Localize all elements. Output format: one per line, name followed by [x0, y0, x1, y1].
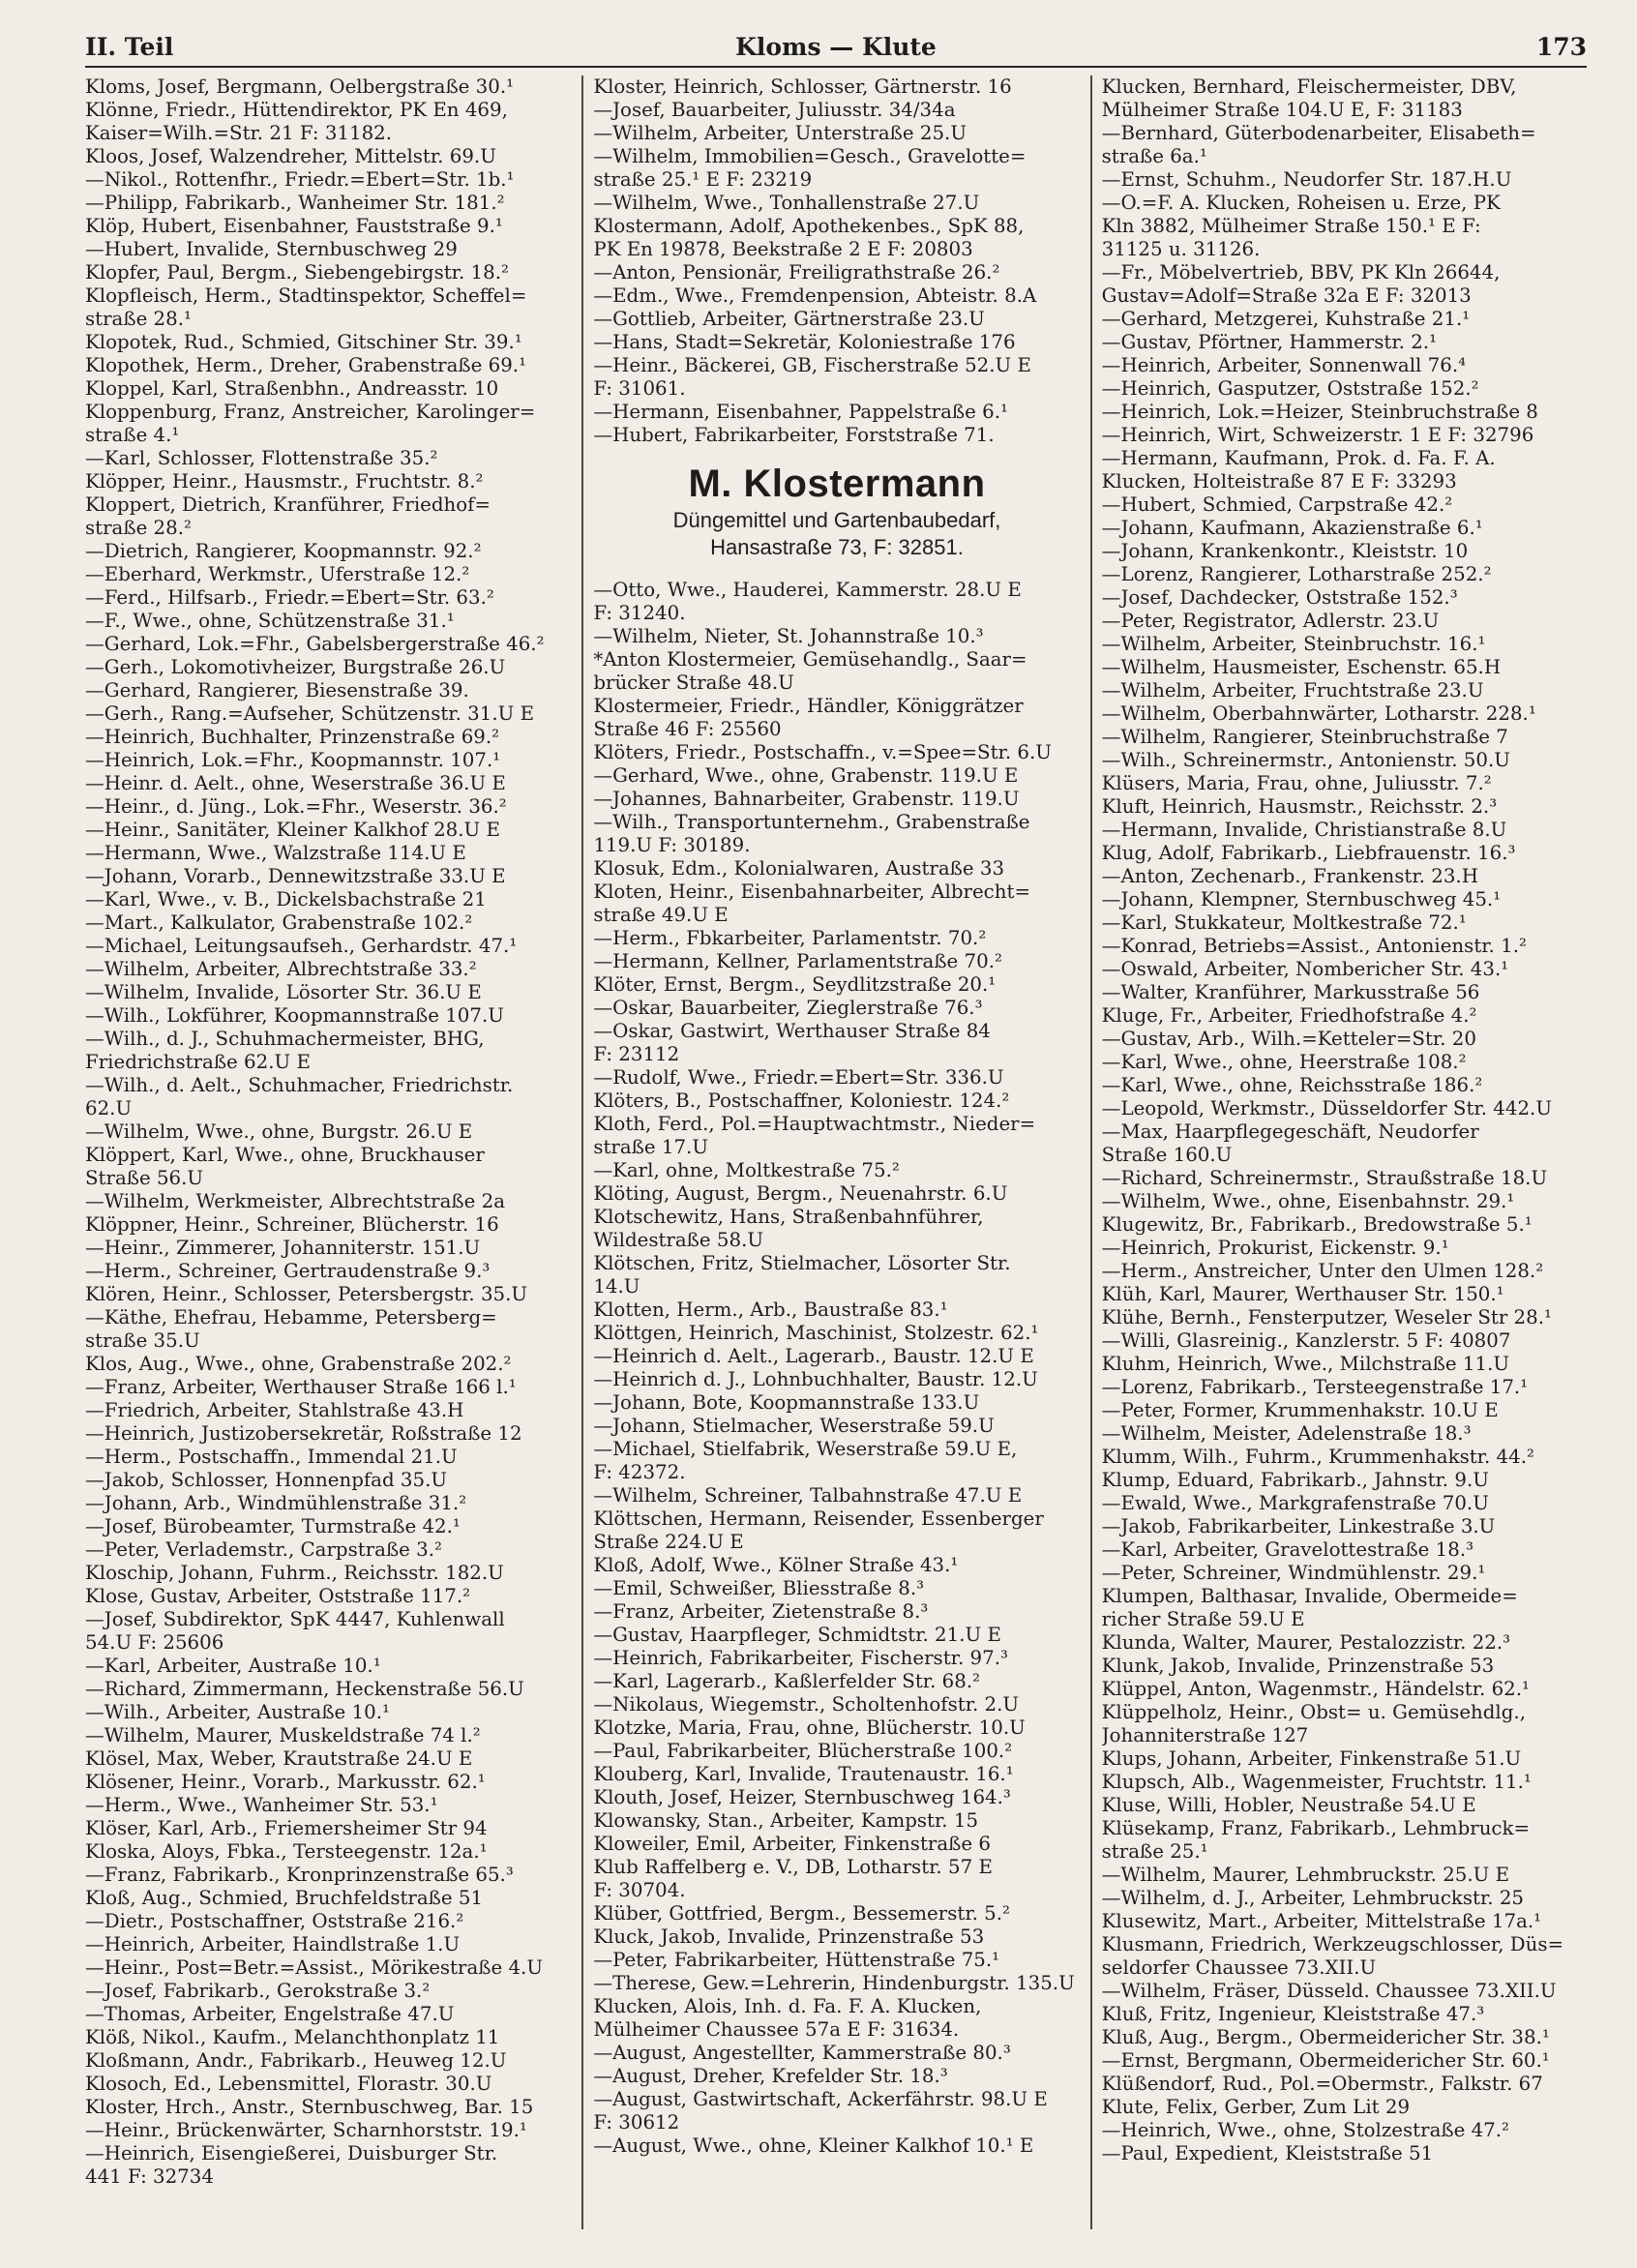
directory-entry: Wildestraße 58.U [593, 1229, 764, 1251]
directory-entry: —Heinr. d. Aelt., ohne, Weserstraße 36.U E [85, 772, 506, 794]
directory-entry: —Karl, Wwe., v. B., Dickelsbachstraße 21 [85, 888, 487, 910]
directory-entry: Kluft, Heinrich, Hausmstr., Reichsstr. 2.³ [1101, 795, 1498, 818]
directory-entry: —Johann, Klempner, Sternbuschweg 45.¹ [1101, 888, 1502, 910]
directory-entry: Klostermann, Adolf, Apothekenbes., SpK 88, [593, 215, 1025, 237]
directory-entry: —Nikol., Rottenfhr., Friedr.=Ebert=Str. 1b.¹ [85, 168, 515, 191]
directory-entry: —Josef, Bürobeamter, Turmstraße 42.¹ [85, 1515, 461, 1537]
directory-entry: Klowansky, Stan., Arbeiter, Kampstr. 15 [593, 1809, 979, 1832]
directory-entry: —Wilh., d. Aelt., Schuhmacher, Friedrichstr. [85, 1074, 514, 1096]
directory-entry: —Wilhelm, Wwe., ohne, Eisenbahnstr. 29.¹ [1101, 1190, 1515, 1212]
directory-entry: Klotzke, Maria, Frau, ohne, Blücherstr. 10.U [593, 1716, 1026, 1739]
directory-entry: Klosoch, Ed., Lebensmittel, Florastr. 30.U [85, 2073, 492, 2095]
directory-entry: F: 31240. [593, 602, 686, 624]
directory-entry: Klumm, Wilh., Fuhrm., Krummenhakstr. 44.² [1101, 1446, 1534, 1468]
directory-entry: —Heinr., Zimmerer, Johanniterstr. 151.U [85, 1237, 481, 1259]
directory-entry: —Heinr., Sanitäter, Kleiner Kalkhof 28.U E [85, 819, 500, 841]
directory-entry: F: 23112 [593, 1043, 680, 1065]
directory-entry: Klören, Heinr., Schlosser, Petersbergstr. 35.U [85, 1283, 528, 1305]
directory-entry: —Gerhard, Rangierer, Biesenstraße 39. [85, 679, 469, 701]
directory-entry: —Heinrich, Lok.=Fhr., Koopmannstr. 107.¹ [85, 749, 501, 771]
advertisement [593, 461, 1080, 561]
directory-entry: —Walter, Kranführer, Markusstraße 56 [1101, 981, 1480, 1003]
directory-entry: Klöp, Hubert, Eisenbahner, Fauststraße 9.¹ [85, 215, 503, 237]
directory-entry: —Hubert, Fabrikarbeiter, Forststraße 71. [593, 424, 995, 446]
directory-entry: Klöttschen, Hermann, Reisender, Essenberger [593, 1507, 1044, 1530]
directory-entry: —Rudolf, Wwe., Friedr.=Ebert=Str. 336.U [593, 1066, 1004, 1089]
directory-entry: —Wilhelm, Invalide, Lösorter Str. 36.U E [85, 981, 482, 1003]
directory-entry: Klupsch, Alb., Wagenmeister, Fruchtstr. 11.¹ [1101, 1771, 1532, 1793]
directory-entry: straße 6a.¹ [1101, 145, 1207, 167]
directory-entry: Straße 46 F: 25560 [593, 718, 782, 740]
directory-entry: Klugewitz, Br., Fabrikarb., Bredowstraße 5.¹ [1101, 1213, 1533, 1236]
directory-entry: —Heinr., Post=Betr.=Assist., Mörikestraße 4.U [85, 1956, 543, 1979]
directory-entry: Klusmann, Friedrich, Werkzeugschlosser, Düs= [1101, 1933, 1564, 1955]
directory-entry: Klüber, Gottfried, Bergm., Bessemerstr. 5.² [593, 1902, 1010, 1925]
directory-entry: —Johann, Kaufmann, Akazienstraße 6.¹ [1101, 517, 1483, 539]
directory-entry: Mülheimer Straße 104.U E, F: 31183 [1101, 99, 1463, 121]
directory-entry: —Hermann, Eisenbahner, Pappelstraße 6.¹ [593, 401, 1008, 423]
directory-entry: —Heinrich, Fabrikarbeiter, Fischerstr. 97.³ [593, 1647, 1008, 1669]
directory-entry: Kloßmann, Andr., Fabrikarb., Heuweg 12.U [85, 2049, 507, 2072]
directory-entry: —Lorenz, Rangierer, Lotharstraße 252.² [1101, 563, 1492, 585]
directory-entry: —Bernhard, Güterbodenarbeiter, Elisabeth= [1101, 122, 1536, 144]
directory-entry: —Gerhard, Lok.=Fhr., Gabelsbergerstraße 46.² [85, 633, 545, 655]
column-2-entries [593, 75, 1080, 447]
directory-entry: —Leopold, Werkmstr., Düsseldorfer Str. 442.U [1101, 1097, 1553, 1119]
directory-entry: —Herm., Postschaffn., Immendal 21.U [85, 1446, 458, 1468]
directory-entry: —Max, Haarpflegegeschäft, Neudorfer [1101, 1120, 1479, 1143]
directory-entry: Klöting, August, Bergm., Neuenahrstr. 6.U [593, 1182, 1008, 1205]
directory-entry: —Hermann, Kaufmann, Prok. d. Fa. F. A. [1101, 447, 1496, 469]
directory-entry: —Hubert, Invalide, Sternbuschweg 29 [85, 238, 458, 260]
directory-entry: Kloth, Ferd., Pol.=Hauptwachtmstr., Nieder= [593, 1113, 1036, 1135]
directory-entry: Klöpper, Heinr., Hausmstr., Fruchtstr. 8.² [85, 470, 484, 492]
directory-entry: Klüsers, Maria, Frau, ohne, Juliusstr. 7.² [1101, 772, 1492, 794]
directory-entry: —Franz, Arbeiter, Zietenstraße 8.³ [593, 1600, 929, 1623]
directory-entry: —Heinrich, Arbeiter, Haindlstraße 1.U [85, 1933, 461, 1955]
directory-entry: Klunk, Jakob, Invalide, Prinzenstraße 53 [1101, 1655, 1495, 1677]
directory-entry: Klopfleisch, Herm., Stadtinspektor, Scheffel= [85, 284, 527, 307]
directory-entry: —Wilh., Lokführer, Koopmannstraße 107.U [85, 1004, 504, 1027]
directory-entry: —Wilh., Schreinermstr., Antonienstr. 50.U [1101, 749, 1510, 771]
directory-entry: —Heinrich, Justizobersekretär, Roßstraße 12 [85, 1422, 522, 1445]
directory-entry: Kln 3882, Mülheimer Straße 150.¹ E F: [1101, 215, 1481, 237]
directory-entry: —Wilhelm, d. J., Arbeiter, Lehmbruckstr. 25 [1101, 1887, 1525, 1909]
directory-entry: —Oskar, Gastwirt, Werthauser Straße 84 [593, 1020, 991, 1042]
directory-entry: —Anton, Pensionär, Freiligrathstraße 26.² [593, 261, 1000, 284]
directory-entry: —F., Wwe., ohne, Schützenstraße 31.¹ [85, 610, 455, 632]
directory-entry: —Jakob, Fabrikarbeiter, Linkestraße 3.U [1101, 1515, 1496, 1537]
directory-entry: straße 25.¹ [1101, 1840, 1208, 1863]
directory-entry: —Willi, Glasreinig., Kanzlerstr. 5 F: 40807 [1101, 1329, 1511, 1352]
directory-entry: —Oswald, Arbeiter, Nombericher Str. 43.¹ [1101, 958, 1509, 980]
directory-entry: Klotschewitz, Hans, Straßenbahnführer, [593, 1206, 984, 1228]
directory-entry: Klouberg, Karl, Invalide, Trautenaustr. 16.¹ [593, 1763, 1014, 1785]
directory-entry: —Gustav, Arb., Wilh.=Ketteler=Str. 20 [1101, 1028, 1476, 1050]
directory-entry: —Ferd., Hilfsarb., Friedr.=Ebert=Str. 63.² [85, 586, 494, 609]
directory-entry: —August, Wwe., ohne, Kleiner Kalkhof 10.¹ E [593, 2134, 1034, 2157]
section-label: II. Teil [85, 33, 174, 61]
directory-entry: —Hubert, Schmied, Carpstraße 42.² [1101, 493, 1453, 516]
directory-entry: Klups, Johann, Arbeiter, Finkenstraße 51.U [1101, 1747, 1522, 1770]
directory-entry: Klopothek, Herm., Dreher, Grabenstraße 69.¹ [85, 354, 527, 376]
directory-entry: —Johann, Vorarb., Dennewitzstraße 33.U E [85, 865, 506, 887]
directory-entry: —Käthe, Ehefrau, Hebamme, Petersberg= [85, 1306, 497, 1328]
directory-entry: —Heinrich d. Aelt., Lagerarb., Baustr. 12.U E [593, 1345, 1034, 1367]
directory-entry: —Karl, Schlosser, Flottenstraße 35.² [85, 447, 438, 469]
directory-entry: Straße 224.U E [593, 1531, 744, 1553]
directory-entry: 54.U F: 25606 [85, 1631, 224, 1654]
directory-entry: —Johann, Krankenkontr., Kleiststr. 10 [1101, 540, 1469, 562]
directory-entry: —Gerhard, Wwe., ohne, Grabenstr. 119.U E [593, 764, 1019, 787]
directory-entry: Klötschen, Fritz, Stielmacher, Lösorter Str. [593, 1252, 1011, 1274]
directory-entry: Klos, Aug., Wwe., ohne, Grabenstraße 202.² [85, 1353, 512, 1375]
directory-entry: straße 28.² [85, 517, 192, 539]
directory-entry: —Hermann, Kellner, Parlamentstraße 70.² [593, 950, 1002, 972]
directory-entry: —Heinrich, Buchhalter, Prinzenstraße 69.² [85, 726, 500, 748]
directory-entry: —Heinrich, Eisengießerei, Duisburger Str. [85, 2142, 498, 2164]
directory-entry: —Wilhelm, Meister, Adelenstraße 18.³ [1101, 1422, 1472, 1445]
directory-entry: —Herm., Anstreicher, Unter den Ulmen 128.² [1101, 1260, 1544, 1282]
directory-entry: —Paul, Fabrikarbeiter, Blücherstraße 100.² [593, 1740, 1013, 1762]
directory-entry: Klump, Eduard, Fabrikarb., Jahnstr. 9.U [1101, 1469, 1489, 1491]
directory-entry: —Johann, Bote, Koopmannstraße 133.U [593, 1391, 980, 1414]
directory-entry: —Gustav, Haarpfleger, Schmidtstr. 21.U E [593, 1624, 1001, 1646]
directory-entry: Klönne, Friedr., Hüttendirektor, PK En 469, [85, 99, 508, 121]
directory-entry: Klopotek, Rud., Schmied, Gitschiner Str. 39.¹ [85, 331, 522, 353]
directory-entry: Klusewitz, Mart., Arbeiter, Mittelstraße 17a.¹ [1101, 1910, 1542, 1932]
directory-entry: —Richard, Schreinermstr., Straußstraße 18.U [1101, 1167, 1548, 1189]
directory-entry: Klug, Adolf, Fabrikarb., Liebfrauenstr. 16.³ [1101, 842, 1516, 864]
directory-entry: Mülheimer Chaussee 57a E F: 31634. [593, 2018, 960, 2041]
directory-entry: Klühe, Bernh., Fensterputzer, Weseler Str 28.¹ [1101, 1306, 1552, 1328]
directory-entry: Klöppner, Heinr., Schreiner, Blücherstr. 16 [85, 1213, 499, 1236]
directory-entry: Klöß, Nikol., Kaufm., Melanchthonplatz 11 [85, 2026, 500, 2048]
page-number: 173 [1535, 33, 1587, 61]
directory-entry: —Hermann, Wwe., Walzstraße 114.U E [85, 842, 466, 864]
directory-entry: —Ernst, Schuhm., Neudorfer Str. 187.H.U [1101, 168, 1512, 191]
directory-entry: —Michael, Stielfabrik, Weserstraße 59.U E, [593, 1438, 1018, 1460]
directory-entry: Kloschip, Johann, Fuhrm., Reichsstr. 182.U [85, 1562, 504, 1584]
directory-entry: Kluck, Jakob, Invalide, Prinzenstraße 53 [593, 1925, 985, 1948]
directory-entry: Klopfer, Paul, Bergm., Siebengebirgstr. 18.² [85, 261, 509, 284]
page-header [85, 33, 1587, 68]
directory-entry: —Peter, Schreiner, Windmühlenstr. 29.¹ [1101, 1562, 1486, 1584]
directory-entry: —Wilhelm, Oberbahnwärter, Lotharstr. 228.¹ [1101, 702, 1536, 725]
directory-entry: *Anton Klostermeier, Gemüsehandlg., Saar= [593, 648, 1027, 671]
directory-entry: —Wilhelm, Arbeiter, Unterstraße 25.U [593, 122, 967, 144]
directory-entry: Klunda, Walter, Maurer, Pestalozzistr. 22.³ [1101, 1631, 1511, 1654]
directory-entry: —Peter, Fabrikarbeiter, Hüttenstraße 75.¹ [593, 1949, 1000, 1971]
directory-entry: Kaiser=Wilh.=Str. 21 F: 31182. [85, 122, 393, 144]
directory-entry: —Heinr., Brückenwärter, Scharnhorststr. 19.¹ [85, 2119, 527, 2141]
directory-entry: —Johann, Arb., Windmühlenstraße 31.² [85, 1492, 467, 1514]
directory-entry: —Wilh., Arbeiter, Austraße 10.¹ [85, 1701, 390, 1723]
directory-entry: straße 28.¹ [85, 308, 192, 330]
advertisement-line-2: Hansastraße 73, F: 32851. [710, 535, 964, 559]
directory-entry: —Gustav, Pförtner, Hammerstr. 2.¹ [1101, 331, 1438, 353]
directory-entry: Klose, Gustav, Arbeiter, Oststraße 117.² [85, 1585, 471, 1607]
directory-entry: —Wilhelm, Wwe., ohne, Burgstr. 26.U E [85, 1120, 473, 1143]
directory-entry: —Friedrich, Arbeiter, Stahlstraße 43.H [85, 1399, 464, 1421]
directory-entry: 14.U [593, 1275, 640, 1298]
directory-entry: —Wilhelm, Immobilien=Gesch., Gravelotte= [593, 145, 1027, 167]
directory-entry: —Wilhelm, Werkmeister, Albrechtstraße 2a [85, 1190, 505, 1212]
directory-entry: —Wilhelm, Nieter, St. Johannstraße 10.³ [593, 625, 984, 647]
directory-entry: Klöter, Ernst, Bergm., Seydlitzstraße 20.¹ [593, 973, 997, 996]
directory-entry: —Mart., Kalkulator, Grabenstraße 102.² [85, 911, 473, 934]
directory-entry: —Fr., Möbelvertrieb, BBV, PK Kln 26644, [1101, 261, 1501, 284]
directory-entry: PK En 19878, Beekstraße 2 E F: 20803 [593, 238, 973, 260]
directory-entry: Klöser, Karl, Arb., Friemersheimer Str 94 [85, 1817, 488, 1839]
directory-entry: Straße 56.U [85, 1167, 204, 1189]
directory-entry: —Herm., Schreiner, Gertraudenstraße 9.³ [85, 1260, 491, 1282]
directory-entry: Kloß, Aug., Schmied, Bruchfeldstraße 51 [85, 1887, 484, 1909]
page-range-title: Kloms — Klute [735, 33, 937, 61]
directory-entry: —Paul, Expedient, Kleiststraße 51 [1101, 2142, 1434, 2164]
column-2 [581, 75, 1089, 2229]
advertisement-name: M. Klostermann [688, 463, 986, 505]
directory-entry: —Karl, ohne, Moltkestraße 75.² [593, 1159, 900, 1181]
directory-entry: —Peter, Former, Krummenhakstr. 10.U E [1101, 1399, 1499, 1421]
directory-entry: —Dietrich, Rangierer, Koopmannstr. 92.² [85, 540, 482, 562]
directory-entry: straße 4.¹ [85, 424, 180, 446]
directory-entry: —Gerhard, Metzgerei, Kuhstraße 21.¹ [1101, 308, 1471, 330]
directory-entry: —Peter, Verlademstr., Carpstraße 3.² [85, 1538, 442, 1561]
directory-entry: —Wilhelm, Wwe., Tonhallenstraße 27.U [593, 192, 980, 214]
directory-entry: —Otto, Wwe., Hauderei, Kammerstr. 28.U E [593, 579, 1022, 601]
column-3 [1090, 75, 1598, 2229]
directory-entry: —Franz, Arbeiter, Werthauser Straße 166 l.¹ [85, 1376, 517, 1398]
directory-entry: —Wilh., d. J., Schuhmachermeister, BHG, [85, 1028, 485, 1050]
directory-entry: —Heinrich, Arbeiter, Sonnenwall 76.⁴ [1101, 354, 1467, 376]
directory-entry: —Thomas, Arbeiter, Engelstraße 47.U [85, 2003, 455, 2025]
directory-entry: —Heinr., d. Jüng., Lok.=Fhr., Weserstr. 36.² [85, 795, 507, 818]
directory-entry: —Heinrich, Wwe., ohne, Stolzestraße 47.² [1101, 2119, 1509, 2141]
directory-entry: Klüppelholz, Heinr., Obst= u. Gemüsehdlg., [1101, 1701, 1526, 1723]
directory-entry: —Heinrich, Wirt, Schweizerstr. 1 E F: 32796 [1101, 424, 1534, 446]
directory-entry: —Wilh., Transportunternehm., Grabenstraße [593, 811, 1030, 833]
directory-entry: —Jakob, Schlosser, Honnenpfad 35.U [85, 1469, 448, 1491]
directory-entry: Klöters, B., Postschaffner, Koloniestr. 124.² [593, 1089, 1010, 1112]
column-1 [85, 75, 581, 2229]
directory-entry: —Herm., Fbkarbeiter, Parlamentstr. 70.² [593, 927, 987, 949]
directory-entry: Kloweiler, Emil, Arbeiter, Finkenstraße 6 [593, 1833, 991, 1855]
directory-entry: —Josef, Dachdecker, Oststraße 152.³ [1101, 586, 1458, 609]
directory-entry: —Edm., Wwe., Fremdenpension, Abteistr. 8.A [593, 284, 1037, 307]
directory-entry: —Johann, Stielmacher, Weserstraße 59.U [593, 1415, 995, 1437]
directory-entry: Klüsekamp, Franz, Fabrikarb., Lehmbruck= [1101, 1817, 1531, 1839]
directory-entry: —Gottlieb, Arbeiter, Gärtnerstraße 23.U [593, 308, 985, 330]
directory-entry: 31125 u. 31126. [1101, 238, 1261, 260]
directory-entry: —Therese, Gew.=Lehrerin, Hindenburgstr. 135.U [593, 1972, 1075, 1994]
directory-entry: —Karl, Arbeiter, Austraße 10.¹ [85, 1655, 381, 1677]
directory-entry: —Oskar, Bauarbeiter, Zieglerstraße 76.³ [593, 997, 983, 1019]
directory-entry: —Herm., Wwe., Wanheimer Str. 53.¹ [85, 1794, 438, 1816]
directory-entry: Kluß, Aug., Bergm., Obermeidericher Str. 38.¹ [1101, 2026, 1550, 2048]
column-2-entries-continued [593, 579, 1080, 2158]
directory-entry: 441 F: 32734 [85, 2165, 214, 2188]
directory-entry: —Emil, Schweißer, Bliesstraße 8.³ [593, 1577, 925, 1599]
directory-entry: F: 30612 [593, 2111, 680, 2134]
directory-entry: —Gerh., Rang.=Aufseher, Schützenstr. 31.U E [85, 702, 535, 725]
directory-entry: Klösener, Heinr., Vorarb., Markusstr. 62.¹ [85, 1771, 486, 1793]
directory-entry: Klöppert, Karl, Wwe., ohne, Bruckhauser [85, 1144, 485, 1166]
directory-entry: straße 35.U [85, 1329, 200, 1352]
directory-entry: —August, Dreher, Krefelder Str. 18.³ [593, 2065, 948, 2087]
directory-entry: straße 25.¹ E F: 23219 [593, 168, 813, 191]
directory-entry: —Karl, Stukkateur, Moltkestraße 72.¹ [1101, 911, 1467, 934]
directory-entry: —Karl, Lagerarb., Kaßlerfelder Str. 68.² [593, 1670, 981, 1692]
directory-entry: F: 42372. [593, 1461, 686, 1483]
directory-entry: Klösel, Max, Weber, Krautstraße 24.U E [85, 1747, 473, 1770]
directory-entry: —Wilhelm, Maurer, Lehmbruckstr. 25.U E [1101, 1864, 1510, 1886]
directory-entry: Kloppert, Dietrich, Kranführer, Friedhof= [85, 493, 491, 516]
directory-entry: Kloß, Adolf, Wwe., Kölner Straße 43.¹ [593, 1554, 959, 1576]
directory-entry: Klotten, Herm., Arb., Baustraße 83.¹ [593, 1298, 948, 1321]
directory-entry: —Nikolaus, Wiegemstr., Scholtenhofstr. 2.U [593, 1693, 1020, 1716]
directory-entry: —Philipp, Fabrikarb., Wanheimer Str. 181.² [85, 192, 505, 214]
directory-entry: —Wilhelm, Rangierer, Steinbruchstraße 7 [1101, 726, 1508, 748]
directory-entry: Johanniterstraße 127 [1101, 1724, 1309, 1746]
directory-entry: Klüh, Karl, Maurer, Werthauser Str. 150.¹ [1101, 1283, 1504, 1305]
directory-entry: —Josef, Fabrikarb., Gerokstraße 3.² [85, 1980, 431, 2002]
directory-entry: —Richard, Zimmermann, Heckenstraße 56.U [85, 1678, 524, 1700]
directory-entry: —Wilhelm, Arbeiter, Steinbruchstr. 16.¹ [1101, 633, 1486, 655]
directory-entry: F: 31061. [593, 377, 686, 400]
directory-entry: —Anton, Zechenarb., Frankenstr. 23.H [1101, 865, 1478, 887]
directory-entry: Klüßendorf, Rud., Pol.=Obermstr., Falkstr. 67 [1101, 2073, 1543, 2095]
directory-entry: Klute, Felix, Gerber, Zum Lit 29 [1101, 2096, 1411, 2118]
directory-entry: —Wilhelm, Maurer, Muskeldstraße 74 l.² [85, 1724, 481, 1746]
directory-entry: Friedrichstraße 62.U E [85, 1051, 311, 1073]
directory-entry: —Wilhelm, Schreiner, Talbahnstraße 47.U E [593, 1484, 1023, 1507]
directory-entry: Kloska, Aloys, Fbka., Tersteegenstr. 12a.¹ [85, 1840, 488, 1863]
directory-entry: —Peter, Registrator, Adlerstr. 23.U [1101, 610, 1440, 632]
directory-entry: richer Straße 59.U E [1101, 1608, 1305, 1630]
directory-entry: Klouth, Josef, Heizer, Sternbuschweg 164.³ [593, 1786, 1011, 1808]
directory-entry: —Karl, Wwe., ohne, Heerstraße 108.² [1101, 1051, 1467, 1073]
directory-entry: —Josef, Bauarbeiter, Juliusstr. 34/34a [593, 99, 956, 121]
directory-entry: —Karl, Arbeiter, Gravelottestraße 18.³ [1101, 1538, 1474, 1561]
directory-entry: Kloster, Hrch., Anstr., Sternbuschweg, Bar. 15 [85, 2096, 534, 2118]
directory-entry: —Gerh., Lokomotivheizer, Burgstraße 26.U [85, 656, 506, 678]
directory-entry: Klucken, Bernhard, Fleischermeister, DBV, [1101, 75, 1517, 98]
directory-entry: —August, Gastwirtschaft, Ackerfährstr. 98.U E [593, 2088, 1048, 2110]
directory-entry: Gustav=Adolf=Straße 32a E F: 32013 [1101, 284, 1472, 307]
directory-entry: Kloppel, Karl, Straßenbhn., Andreasstr. 10 [85, 377, 499, 400]
directory-entry: —Wilhelm, Fräser, Düsseld. Chaussee 73.XII.U [1101, 1980, 1557, 2002]
directory-entry: —Heinrich d. J., Lohnbuchhalter, Baustr. 12.U [593, 1368, 1038, 1390]
directory-entry: —Ewald, Wwe., Markgrafenstraße 70.U [1101, 1492, 1489, 1514]
directory-entry: —Heinrich, Prokurist, Eickenstr. 9.¹ [1101, 1237, 1449, 1259]
directory-entry: F: 30704. [593, 1879, 686, 1901]
directory-entry: —Karl, Wwe., ohne, Reichsstraße 186.² [1101, 1074, 1483, 1096]
directory-entry: —Wilhelm, Arbeiter, Albrechtstraße 33.² [85, 958, 477, 980]
directory-entry: —Konrad, Betriebs=Assist., Antonienstr. 1.² [1101, 935, 1527, 957]
directory-entry: —Lorenz, Fabrikarb., Tersteegenstraße 17.¹ [1101, 1376, 1529, 1398]
directory-entry: brücker Straße 48.U [593, 671, 794, 694]
directory-entry: —Wilhelm, Hausmeister, Eschenstr. 65.H [1101, 656, 1502, 678]
directory-entry: 62.U [85, 1097, 133, 1119]
directory-entry: Klumpen, Balthasar, Invalide, Obermeide= [1101, 1585, 1518, 1607]
directory-entry: —Franz, Fabrikarb., Kronprinzenstraße 65.³ [85, 1864, 514, 1886]
directory-entry: —Heinrich, Gasputzer, Oststraße 152.² [1101, 377, 1479, 400]
directory-entry: —Heinrich, Lok.=Heizer, Steinbruchstraße 8 [1101, 401, 1538, 423]
directory-entry: —Josef, Subdirektor, SpK 4447, Kuhlenwall [85, 1608, 505, 1630]
directory-entry: —Michael, Leitungsaufseh., Gerhardstr. 47.¹ [85, 935, 518, 957]
directory-entry: Klosuk, Edm., Kolonialwaren, Austraße 33 [593, 857, 1005, 880]
directory-entry: 119.U F: 30189. [593, 834, 751, 856]
directory-entry: straße 17.U [593, 1136, 709, 1158]
directory-entry: Kloster, Heinrich, Schlosser, Gärtnerstr. 16 [593, 75, 1012, 98]
directory-entry: Klüppel, Anton, Wagenmstr., Händelstr. 62.¹ [1101, 1678, 1530, 1700]
directory-entry: Kluge, Fr., Arbeiter, Friedhofstraße 4.² [1101, 1004, 1477, 1027]
directory-entry: Kluse, Willi, Hobler, Neustraße 54.U E [1101, 1794, 1476, 1816]
directory-entry: Kluhm, Heinrich, Wwe., Milchstraße 11.U [1101, 1353, 1510, 1375]
directory-entry: —Heinr., Bäckerei, GB, Fischerstraße 52.U E [593, 354, 1031, 376]
directory-entry: Straße 160.U [1101, 1144, 1233, 1166]
directory-entry: Kloppenburg, Franz, Anstreicher, Karolinger= [85, 401, 536, 423]
directory-entry: Kloten, Heinr., Eisenbahnarbeiter, Albrecht= [593, 880, 1031, 903]
directory-entry: Klucken, Alois, Inh. d. Fa. F. A. Klucken, [593, 1995, 982, 2017]
directory-entry: straße 49.U E [593, 904, 729, 926]
directory-entry: —Hermann, Invalide, Christianstraße 8.U [1101, 819, 1507, 841]
directory-entry: Kloms, Josef, Bergmann, Oelbergstraße 30.¹ [85, 75, 515, 98]
directory-entry: Kloos, Josef, Walzendreher, Mittelstr. 69.U [85, 145, 496, 167]
directory-entry: Klucken, Holteistraße 87 E F: 33293 [1101, 470, 1457, 492]
directory-entry: —Hans, Stadt=Sekretär, Koloniestraße 176 [593, 331, 1016, 353]
directory-entry: Klöttgen, Heinrich, Maschinist, Stolzestr. 62.¹ [593, 1322, 1039, 1344]
directory-entry: —Johannes, Bahnarbeiter, Grabenstr. 119.U [593, 788, 1020, 810]
directory-entry: Klöters, Friedr., Postschaffn., v.=Spee=Str. 6.U [593, 741, 1052, 763]
directory-entry: —O.=F. A. Klucken, Roheisen u. Erze, PK [1101, 192, 1501, 214]
directory-entry: —August, Angestellter, Kammerstraße 80.³ [593, 2042, 1011, 2064]
directory-entry: seldorfer Chaussee 73.XII.U [1101, 1956, 1377, 1979]
directory-entry: —Eberhard, Werkmstr., Uferstraße 12.² [85, 563, 470, 585]
directory-entry: —Wilhelm, Arbeiter, Fruchtstraße 23.U [1101, 679, 1484, 701]
directory-entry: Klub Raffelberg e. V., DB, Lotharstr. 57 E [593, 1856, 993, 1878]
advertisement-line-1: Düngemittel und Gartenbaubedarf, [672, 508, 1001, 532]
directory-columns [85, 75, 1598, 2229]
directory-entry: —Dietr., Postschaffner, Oststraße 216.² [85, 1910, 464, 1932]
directory-entry: Klostermeier, Friedr., Händler, Königgrätzer [593, 695, 1024, 717]
directory-entry: —Ernst, Bergmann, Obermeidericher Str. 60.¹ [1101, 2049, 1550, 2072]
directory-entry: Kluß, Fritz, Ingenieur, Kleiststraße 47.³ [1101, 2003, 1485, 2025]
